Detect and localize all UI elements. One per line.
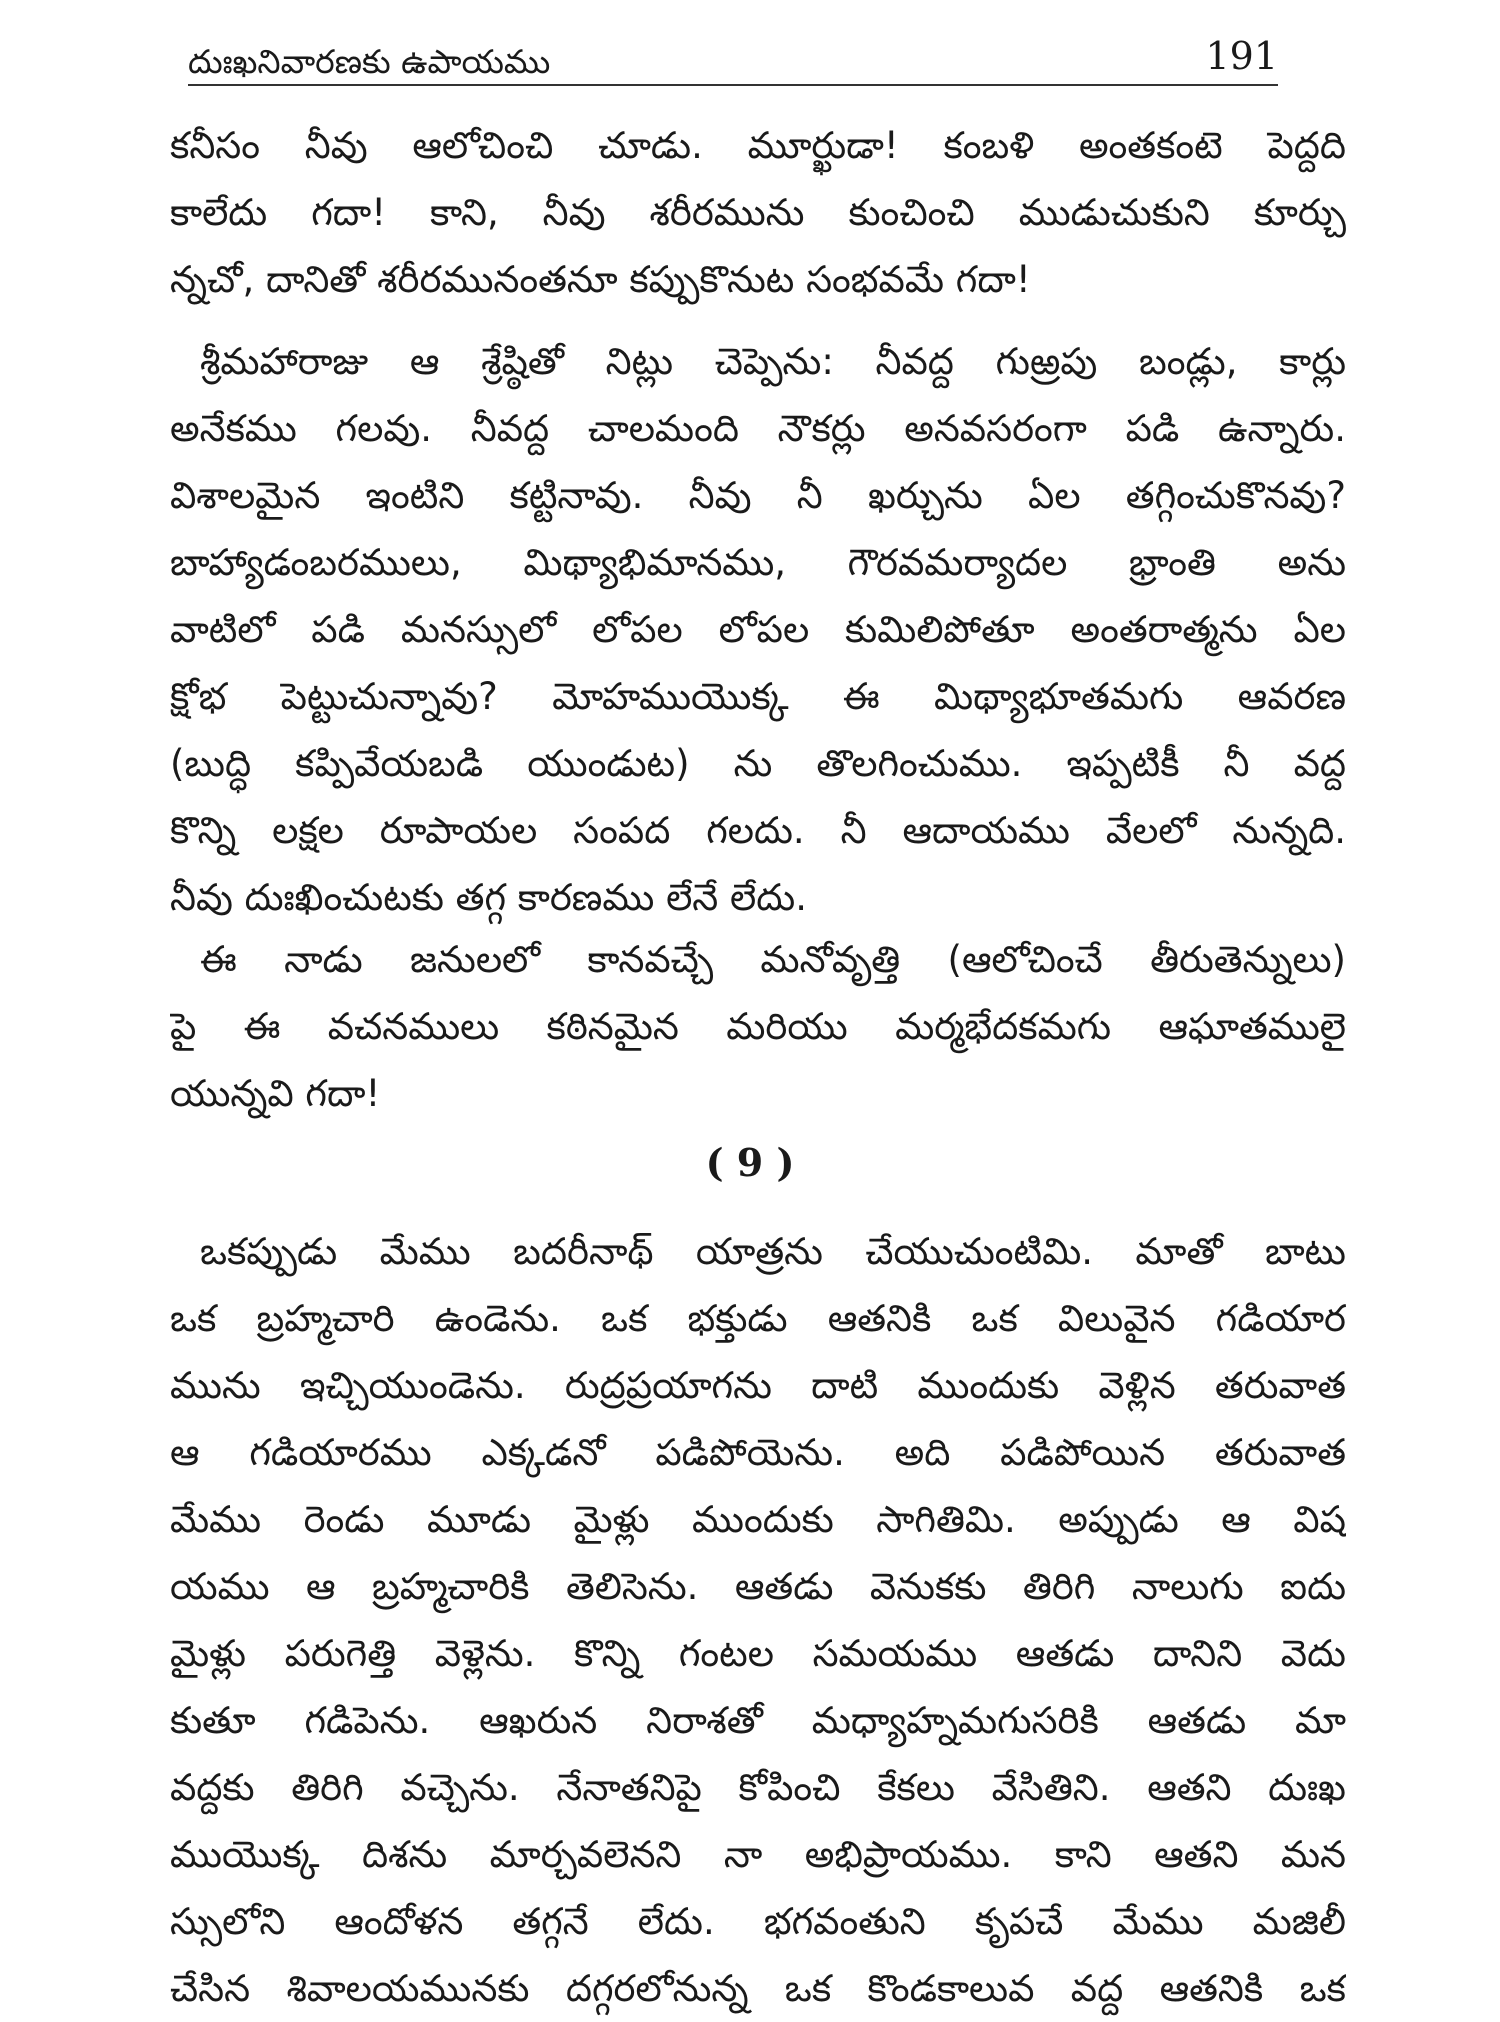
text-line: వద్దకు తిరిగి వచ్చెను. నేనాతనిపై కోపించి కేకలు వేసితిని. ఆతని దుఃఖ [170, 1766, 1346, 1809]
section-number: ( 9 ) [705, 1140, 795, 1185]
page-number: 191 [1205, 34, 1278, 78]
text-line: ఈ నాడు జనులలో కానవచ్చే మనోవృత్తి (ఆలోచించే తీరుతెన్నులు) [200, 938, 1346, 981]
text-line: కొన్ని లక్షల రూపాయల సంపద గలదు. నీ ఆదాయము వేలలో నున్నది. [170, 809, 1346, 852]
text-line: కాలేదు గదా! కాని, నీవు శరీరమును కుంచించి ముడుచుకుని కూర్చు [170, 191, 1346, 234]
text-line: క్షోభ పెట్టుచున్నావు? మోహముయొక్క ఈ మిథ్యాభూతమగు ఆవరణ [170, 675, 1346, 718]
text-line: యున్నవి గదా! [170, 1072, 381, 1115]
text-line: పై ఈ వచనములు కఠినమైన మరియు మర్మభేదకమగు ఆఘాతములై [170, 1005, 1346, 1048]
text-line: మును ఇచ్చియుండెను. రుద్రప్రయాగను దాటి ముందుకు వెళ్లిన తరువాత [170, 1364, 1346, 1407]
running-header [188, 28, 1278, 90]
text-line: మేము రెండు మూడు మైళ్లు ముందుకు సాగితిమి. అప్పుడు ఆ విష [170, 1498, 1346, 1541]
text-line: శ్రీమహారాజు ఆ శ్రేష్ఠితో నిట్లు చెప్పెను: నీవద్ద గుఱ్రపు బండ్లు, కార్లు [200, 340, 1346, 383]
text-line: వాటిలో పడి మనస్సులో లోపల లోపల కుమిలిపోతూ అంతరాత్మను ఏల [170, 608, 1346, 651]
text-line: విశాలమైన ఇంటిని కట్టినావు. నీవు నీ ఖర్చును ఏల తగ్గించుకొనవు? [170, 474, 1346, 517]
paragraph-2 [170, 328, 1346, 931]
text-line: నీవు దుఃఖించుటకు తగ్గ కారణము లేనే లేదు. [170, 876, 807, 919]
text-line: బాహ్యాడంబరములు, మిథ్యాభిమానము, గౌరవమర్యాదల భ్రాంతి అను [170, 541, 1346, 584]
text-line: ఆ గడియారము ఎక్కడనో పడిపోయెను. అది పడిపోయిన తరువాత [170, 1431, 1346, 1474]
text-line: ఒక బ్రహ్మచారి ఉండెను. ఒక భక్తుడు ఆతనికి ఒక విలువైన గడియార [170, 1297, 1346, 1340]
text-line: మైళ్లు పరుగెత్తి వెళ్లెను. కొన్ని గంటల సమయము ఆతడు దానిని వెదు [170, 1632, 1346, 1675]
paragraph-1 [170, 112, 1346, 313]
text-line: న్నచో, దానితో శరీరమునంతనూ కప్పుకొనుట సంభవమే గదా! [170, 258, 1031, 301]
text-line: స్సులోని ఆందోళన తగ్గనే లేదు. భగవంతుని కృపచే మేము మజిలీ [170, 1900, 1346, 1943]
text-line: కనీసం నీవు ఆలోచించి చూడు. మూర్ఖుడా! కంబళి అంతకంటె పెద్దది [170, 124, 1346, 167]
text-line: కుతూ గడిపెను. ఆఖరున నిరాశతో మధ్యాహ్నమగుసరికి ఆతడు మా [170, 1699, 1346, 1742]
paragraph-3 [170, 926, 1346, 1127]
section-paragraph [170, 1218, 1346, 2022]
header-rule [188, 84, 1278, 86]
chapter-title: దుఃఖనివారణకు ఉపాయము [188, 42, 551, 81]
text-line: ఒకప్పుడు మేము బదరీనాథ్ యాత్రను చేయుచుంటిమి. మాతో బాటు [200, 1230, 1346, 1273]
text-line: (బుద్ధి కప్పివేయబడి యుండుట) ను తొలగించుము. ఇప్పటికీ నీ వద్ద [170, 742, 1346, 785]
text-line: చేసిన శివాలయమునకు దగ్గరలోనున్న ఒక కొండకాలువ వద్ద ఆతనికి ఒక [170, 1967, 1346, 2010]
text-line: యము ఆ బ్రహ్మచారికి తెలిసెను. ఆతడు వెనుకకు తిరిగి నాలుగు ఐదు [170, 1565, 1346, 1608]
text-line: అనేకము గలవు. నీవద్ద చాలమంది నౌకర్లు అనవసరంగా పడి ఉన్నారు. [170, 407, 1346, 450]
text-line: ముయొక్క దిశను మార్చవలెనని నా అభిప్రాయము. కాని ఆతని మన [170, 1833, 1346, 1876]
